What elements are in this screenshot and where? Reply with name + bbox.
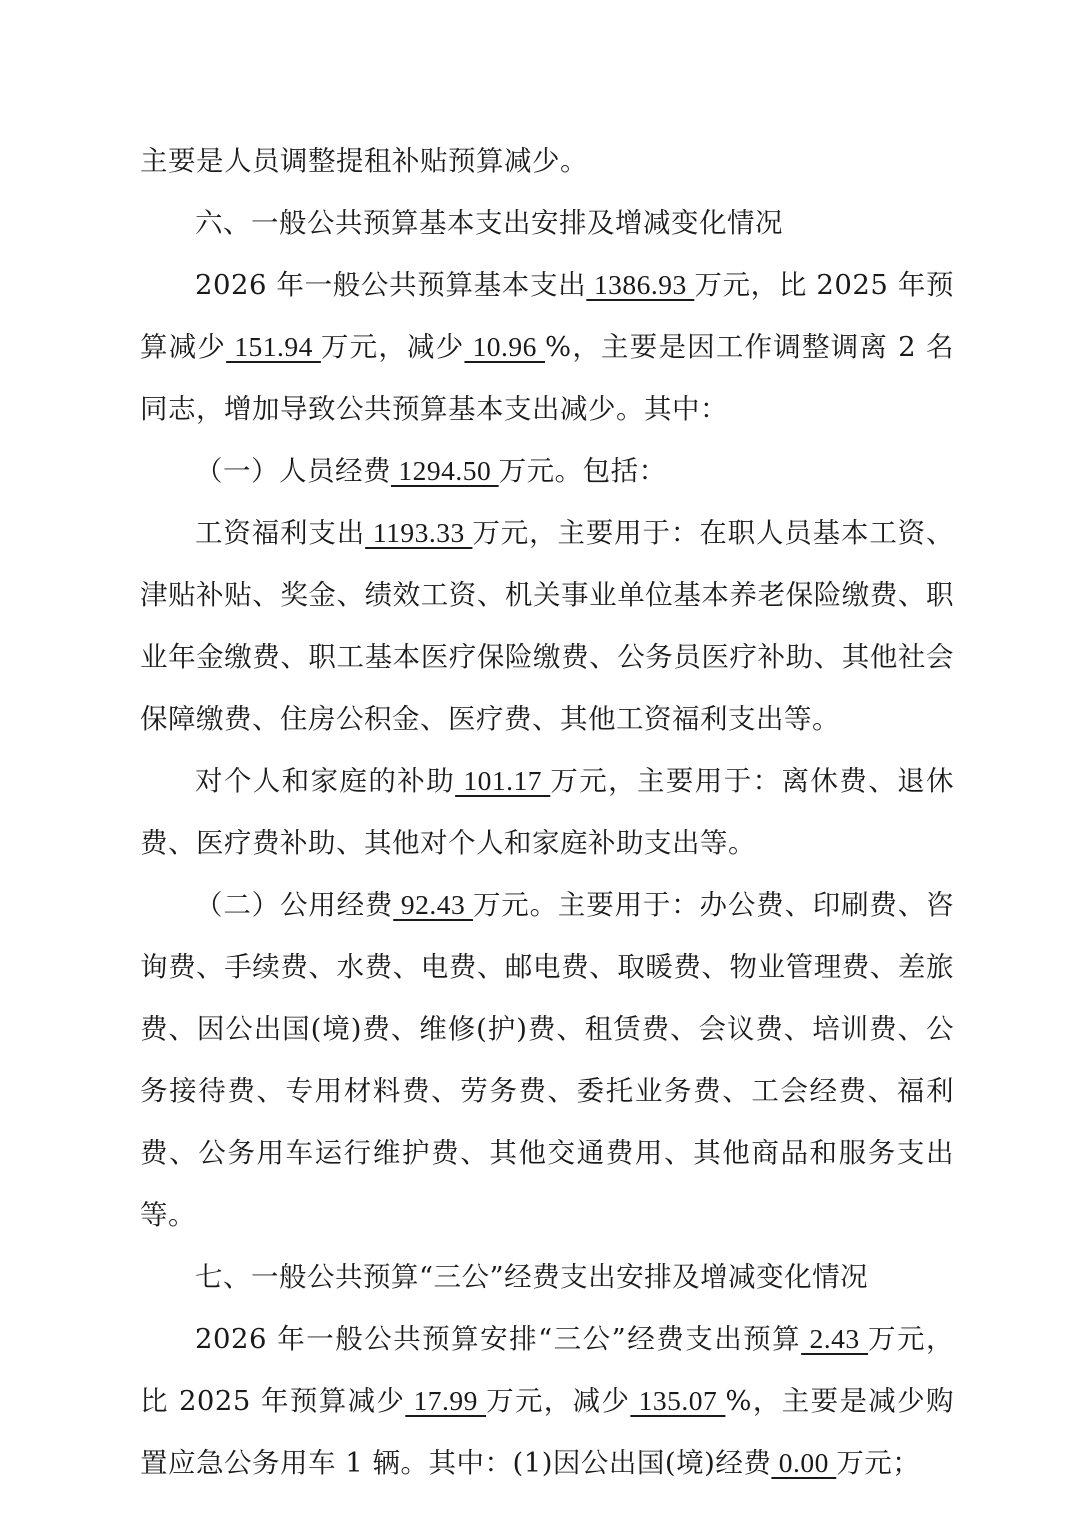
- text-run: 工资福利支出: [195, 517, 366, 549]
- text-run: 万元，减少: [320, 331, 465, 363]
- underlined-value: 10.96: [464, 331, 546, 362]
- underlined-value: 135.07: [630, 1385, 726, 1416]
- text-run: 2026 年一般公共预算安排“三公”经费支出预算: [195, 1323, 802, 1355]
- underlined-value: 0.00: [771, 1447, 837, 1478]
- text-run: 七、一般公共预算“三公”经费支出安排及增减变化情况: [195, 1261, 869, 1293]
- text-run: 万元，比 2025 年预算减少: [140, 1323, 955, 1417]
- underlined-value: 17.99: [405, 1385, 487, 1416]
- text-run: 2026 年一般公共预算基本支出: [195, 269, 587, 301]
- underlined-value: 1386.93: [586, 269, 695, 300]
- underlined-value: 101.17: [455, 765, 551, 796]
- p-family-subsidy: [140, 750, 954, 874]
- text-run: 万元，主要用于：在职人员基本工资、津贴补贴、奖金、绩效工资、机关事业单位基本养老保险缴费、职业年金缴费、职工基本医疗保险缴费、公务员医疗补助、其他社会保障缴费、住房公积金、医疗费、其他工资福利支出等。: [140, 517, 955, 735]
- p-section-six-body: [140, 254, 954, 440]
- underlined-value: 1193.33: [365, 517, 473, 548]
- text-run: 万元。包括：: [498, 455, 667, 487]
- text-run: %，主要是因工作调整调离 2 名同志，增加导致公共预算基本支出减少。其中：: [140, 331, 955, 425]
- text-run: 万元。主要用于：办公费、印刷费、咨询费、手续费、水费、电费、邮电费、取暖费、物业管理费、差旅费、因公出国(境)费、维修(护)费、租赁费、会议费、培训费、公务接待费、专用材料费、劳务费、委托业务费、工会经费、福利费、公务用车运行维护费、其他交通费用、其他商品和服务支出等。: [140, 889, 955, 1231]
- p-continuation: [140, 130, 954, 192]
- text-run: （一）人员经费: [195, 455, 391, 487]
- underlined-value: 1294.50: [391, 455, 499, 486]
- p-personnel-expense: [140, 440, 954, 502]
- text-run: 万元，比 2025 年预算减少: [140, 269, 955, 363]
- p-public-expense: [140, 874, 954, 1246]
- text-run: 六、一般公共预算基本支出安排及增减变化情况: [195, 207, 783, 239]
- text-run: （二）公用经费: [195, 889, 394, 921]
- text-run: 主要是人员调整提租补贴预算减少。: [140, 145, 588, 177]
- p-salary-welfare: [140, 502, 954, 750]
- text-run: 万元；: [836, 1447, 921, 1479]
- document-body: [140, 130, 954, 1494]
- p-section-seven-heading: [140, 1246, 954, 1308]
- text-run: 对个人和家庭的补助: [195, 765, 456, 797]
- p-section-seven-body: [140, 1308, 954, 1494]
- text-run: 万元，主要用于：离休费、退休费、医疗费补助、其他对个人和家庭补助支出等。: [140, 765, 955, 859]
- underlined-value: 2.43: [801, 1323, 869, 1354]
- text-run: 万元，减少: [486, 1385, 631, 1417]
- underlined-value: 151.94: [226, 331, 321, 362]
- p-section-six-heading: [140, 192, 954, 254]
- text-run: %，主要是减少购置应急公务用车 1 辆。其中：(1)因公出国(境)经费: [140, 1385, 954, 1479]
- underlined-value: 92.43: [393, 889, 473, 920]
